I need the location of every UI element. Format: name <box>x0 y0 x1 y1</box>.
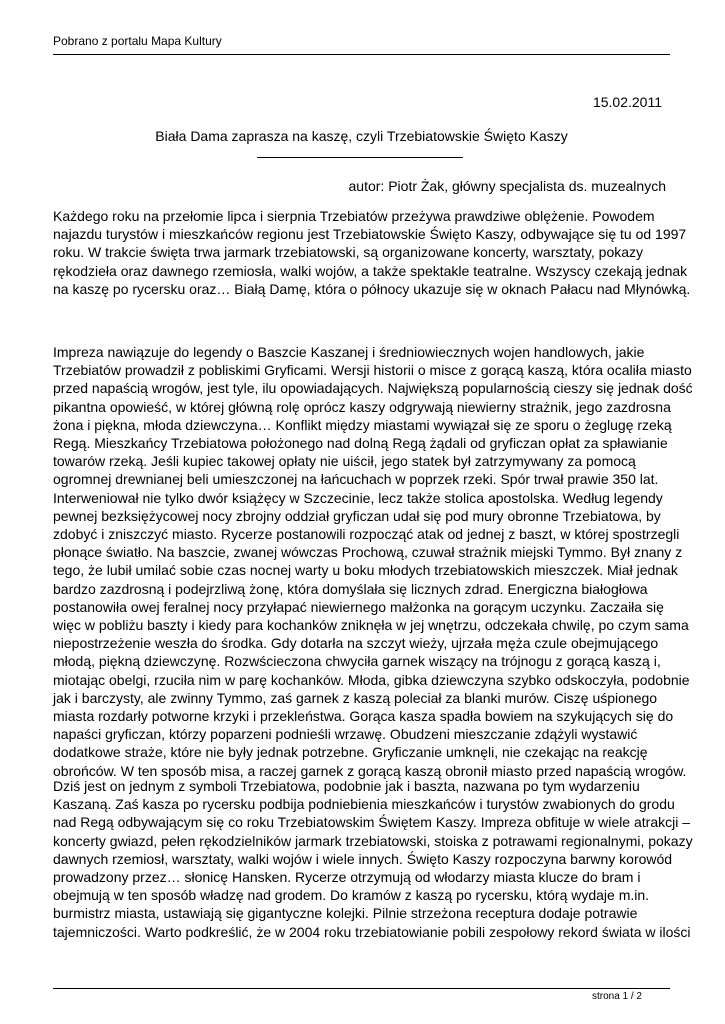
text-line: Każdego roku na przełomie lipca i sierpnia Trzebiatów przeżywa prawdziwe oblężenie. Powodem <box>53 208 655 224</box>
text-line: Regą. Mieszkańcy Trzebiatowa położonego nad dolną Regą żądali od gryficzan opłat za spławianie <box>53 435 668 452</box>
text-line: miotając obelgi, rzuciła nim w parę kochanków. Młoda, gibka dziewczyna szybko odskoczyła, podobnie <box>53 671 690 688</box>
text-line: Interweniował nie tylko dwór książęcy w Szczecinie, lecz także stolica apostolska. Według legendy <box>53 489 663 506</box>
article-paragraph-2 <box>53 343 693 780</box>
article-author: autor: Piotr Żak, główny specjalista ds. muzealnych <box>348 178 666 194</box>
document-source-header: Pobrano z portalu Mapa Kultury <box>53 34 222 48</box>
text-line: Dziś jest on jednym z symboli Trzebiatowa, podobnie jak i baszta, nazwana po tym wydarzeniu <box>53 778 640 794</box>
text-line: prowadzony przez… słonicę Hansken. Rycerze otrzymują od włodarzy miasta klucze do bram i <box>53 869 641 886</box>
article-paragraph-1 <box>53 207 691 298</box>
article-date: 15.02.2011 <box>592 94 662 110</box>
text-line: przed napaścią wrogów, jest tyle, ilu opowiadających. Największą popularnością cieszy się jednak dość <box>53 380 693 397</box>
text-line: obejmują w ten sposób władzę nad grodem. Do kramów z kaszą po rycersku, którą wydaje m.in. <box>53 887 650 904</box>
text-line: Kaszaną. Zaś kasza po rycersku podbija podniebienia mieszkańców i turystów zwabionych do grodu <box>53 796 675 813</box>
text-line: postanowiła owej feralnej nocy przyłapać niewiernego małżonka na gorącym uczynku. Zaczaiła się <box>53 598 664 615</box>
text-line: obrońców. W ten sposób misa, a raczej garnek z gorącą kaszą obronił miasto przed napaścią wrogów. <box>53 762 687 779</box>
text-line: na kaszę po rycersku oraz… Białą Damę, która o północy ukazuje się w oknach Pałacu nad Młynówką. <box>53 280 691 297</box>
text-line: pikantna opowieść, w której główną rolę oprócz kaszy odgrywają niewierny strażnik, jego zazdrosna <box>53 398 671 415</box>
text-line: młodą, piękną dziewczynę. Rozwścieczona chwyciła garnek wiszący na trójnogu z gorącą kaszą i, <box>53 653 661 670</box>
title-underline <box>257 157 463 158</box>
text-line: bardzo zazdrosną i podejrzliwą żonę, która domyślała się licznych zdrad. Energiczna białogłowa <box>53 580 648 597</box>
text-line: tajemniczości. Warto podkreślić, że w 2004 roku trzebiatowianie pobili zespołowy rekord świata w ilości <box>53 923 691 940</box>
text-line: burmistrz miasta, ustawiają się gigantyczne kolejki. Pilnie strzeżona receptura dodaje potrawie <box>53 905 638 922</box>
text-line: dawnych rzemiosł, warsztaty, walki wojów i wiele innych. Święto Kaszy rozpoczyna barwny korowód <box>53 850 673 867</box>
text-line: koncerty gwiazd, pełen rękodzielników jarmark trzebiatowski, stoiska z potrawami regionalnymi, pokazy <box>53 832 693 849</box>
text-line: ogromnej drewnianej beli umieszczonej na łańcuchach w poprzek rzeki. Spór trwał prawie 350 lat. <box>53 471 659 488</box>
text-line: Impreza nawiązuje do legendy o Baszcie Kaszanej i średniowiecznych wojen handlowych, jakie <box>53 344 645 360</box>
text-line: tego, że lubił umilać sobie czas nocnej warty u boku młodych trzebiatowskich mieszczek. Miał jednak <box>53 562 678 579</box>
text-line: nad Regą odbywającym się co roku Trzebiatowskim Świętem Kaszy. Impreza obfituje w wiele atrakcji – <box>53 814 690 831</box>
text-line: towarów rzeką. Jeśli kupiec takowej opłaty nie uiścił, jego statek był zatrzymywany za pomocą <box>53 453 636 470</box>
text-line: dodatkowe straże, które nie były jednak potrzebne. Gryficzanie umknęli, nie czekając na reakcję <box>53 744 648 761</box>
page-number: strona 1 / 2 <box>591 991 642 1002</box>
text-line: Trzebiatów prowadził z pobliskimi Gryficami. Wersji historii o misce z gorącą kaszą, która ocaliła miasto <box>53 362 692 379</box>
text-line: pewnej bezksiężycowej nocy zbrojny oddział gryficzan udał się pod mury obronne Trzebiatowa, by <box>53 507 661 524</box>
article-paragraph-3 <box>53 777 693 941</box>
footer-divider <box>53 988 670 989</box>
text-line: najazdu turystów i mieszkańców regionu jest Trzebiatowskie Święto Kaszy, odbywające się tu od 1997 <box>53 226 687 243</box>
article-title: Biała Dama zaprasza na kaszę, czyli Trzebiatowskie Święto Kaszy <box>155 128 568 144</box>
text-line: niepostrzeżenie weszła do środka. Gdy dotarła na szczyt wieży, ujrzała męża czule obejmującego <box>53 635 659 652</box>
text-line: jak i barczysty, ale zwinny Tymmo, zaś garnek z kaszą poleciał za blanki murów. Ciszę uśpionego <box>53 689 658 706</box>
text-line: roku. W trakcie święta trwa jarmark trzebiatowski, są organizowane koncerty, warsztaty, pokazy <box>53 244 644 261</box>
text-line: płonące światło. Na baszcie, zwanej wówczas Prochową, czuwał strażnik miejski Tymmo. Był znany z <box>53 544 683 561</box>
text-line: zdobyć i zniszczyć miasto. Rycerze postanowili rozpocząć atak od jednej z baszt, w której spostrzegli <box>53 526 680 543</box>
header-divider <box>53 54 670 55</box>
text-line: miasta rozdarły potworne krzyki i przekleństwa. Gorąca kasza spadła bowiem na szykujących się do <box>53 708 674 725</box>
text-line: napaści gryficzan, którzy poparzeni podnieśli wrzawę. Obudzeni mieszczanie zdążyli wystawić <box>53 726 638 743</box>
text-line: żona i piękna, młoda dziewczyna… Konflikt między miastami wywiązał się ze sporu o żeglugę rzeką <box>53 416 672 433</box>
text-line: rękodzieła oraz dawnego rzemiosła, walki wojów, a także spektakle teatralne. Wszyscy czekają jednak <box>53 262 688 279</box>
text-line: więc w pobliżu baszty i kiedy para kochanków zniknęła w jej wnętrzu, odczekała chwilę, po czym sama <box>53 617 689 634</box>
